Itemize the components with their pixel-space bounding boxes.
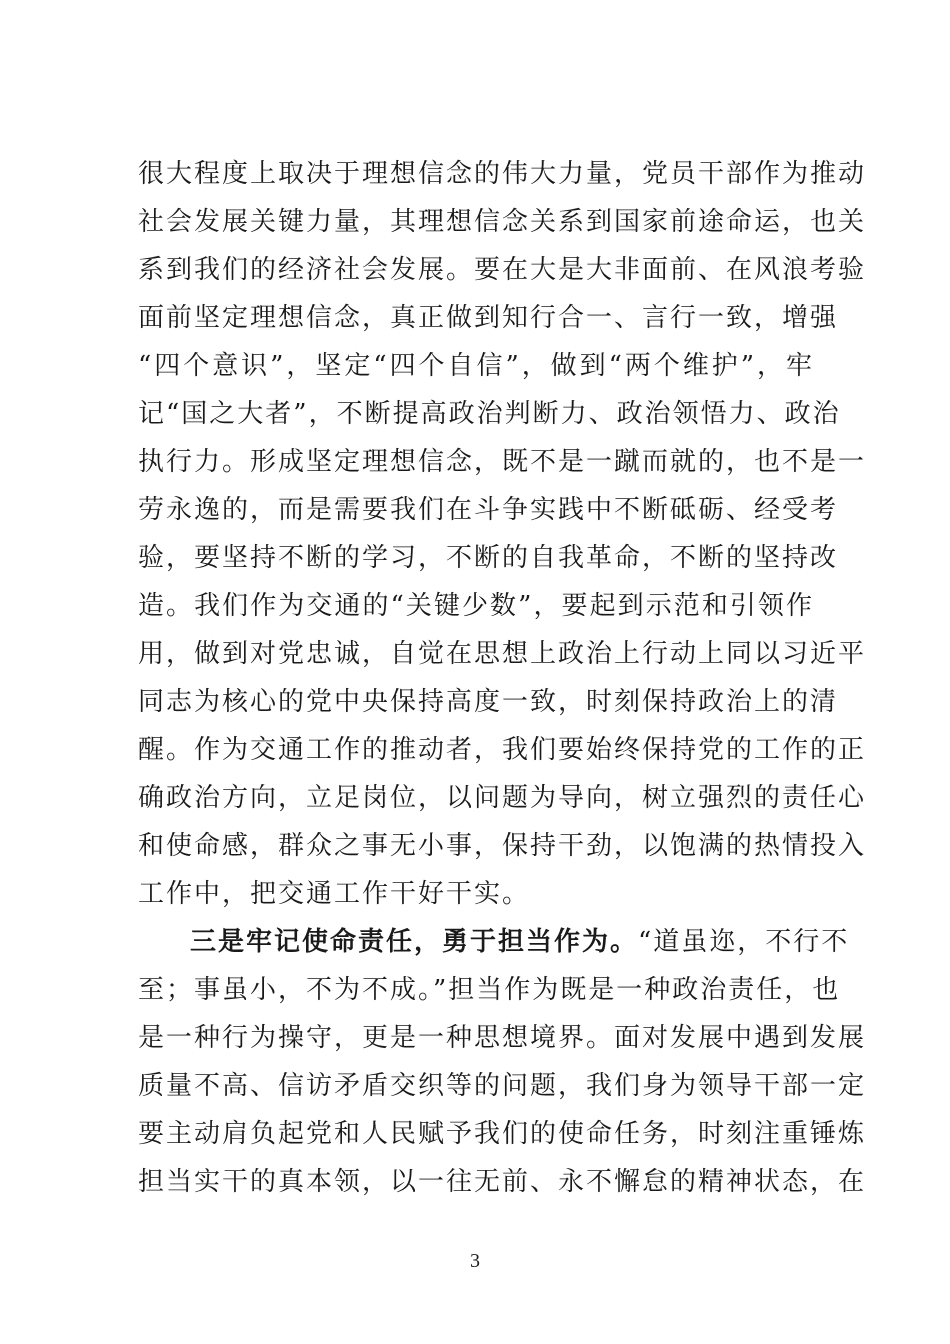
text-line: 验，要坚持不断的学习，不断的自我革命，不断的坚持改 (138, 543, 839, 573)
text-line: 质量不高、信访矛盾交织等的问题，我们身为领导干部一定 (138, 1071, 867, 1101)
text-line: 和使命感，群众之事无小事，保持干劲，以饱满的热情投入 (138, 831, 867, 861)
section-heading-line (138, 918, 850, 966)
text-line: “四个意识”，坚定“四个自信”，做到“两个维护”，牢 (138, 351, 814, 381)
text-line-last: 工作中，把交通工作干好干实。 (138, 879, 531, 909)
text-line: 确政治方向，立足岗位，以问题为导向，树立强烈的责任心 (138, 783, 867, 813)
text-line: 是一种行为操守，更是一种思想境界。面对发展中遇到发展 (138, 1023, 867, 1053)
document-body (138, 150, 867, 1206)
text-line: 要主动肩负起党和人民赋予我们的使命任务，时刻注重锤炼 (138, 1119, 867, 1149)
heading-line-text: “道虽迩，不行不 (638, 927, 850, 957)
paragraph-section-three (138, 918, 867, 1206)
text-line: 醒。作为交通工作的推动者，我们要始终保持党的工作的正 (138, 735, 867, 765)
text-line: 担当实干的真本领，以一往无前、永不懈怠的精神状态，在 (138, 1167, 867, 1197)
text-line: 至；事虽小，不为不成。”担当作为既是一种政治责任，也 (138, 975, 841, 1005)
text-line: 社会发展关键力量，其理想信念关系到国家前途命运，也关 (138, 207, 867, 237)
text-line: 记“国之大者”，不断提高政治判断力、政治领悟力、政治 (138, 399, 841, 429)
paragraph-continued (138, 150, 867, 918)
text-line: 劳永逸的，而是需要我们在斗争实践中不断砥砺、经受考 (138, 495, 839, 525)
text-line: 同志为核心的党中央保持高度一致，时刻保持政治上的清 (138, 687, 839, 717)
section-heading: 三是牢记使命责任，勇于担当作为。 (190, 927, 639, 957)
text-line: 很大程度上取决于理想信念的伟大力量，党员干部作为推动 (138, 159, 867, 189)
text-line: 用，做到对党忠诚，自觉在思想上政治上行动上同以习近平 (138, 639, 867, 669)
text-line: 执行力。形成坚定理想信念，既不是一蹴而就的，也不是一 (138, 447, 867, 477)
text-line: 造。我们作为交通的“关键少数”，要起到示范和引领作 (138, 591, 814, 621)
page-number: 3 (470, 1250, 480, 1272)
text-line: 面前坚定理想信念，真正做到知行合一、言行一致，增强 (138, 303, 839, 333)
text-line: 系到我们的经济社会发展。要在大是大非面前、在风浪考验 (138, 255, 867, 285)
